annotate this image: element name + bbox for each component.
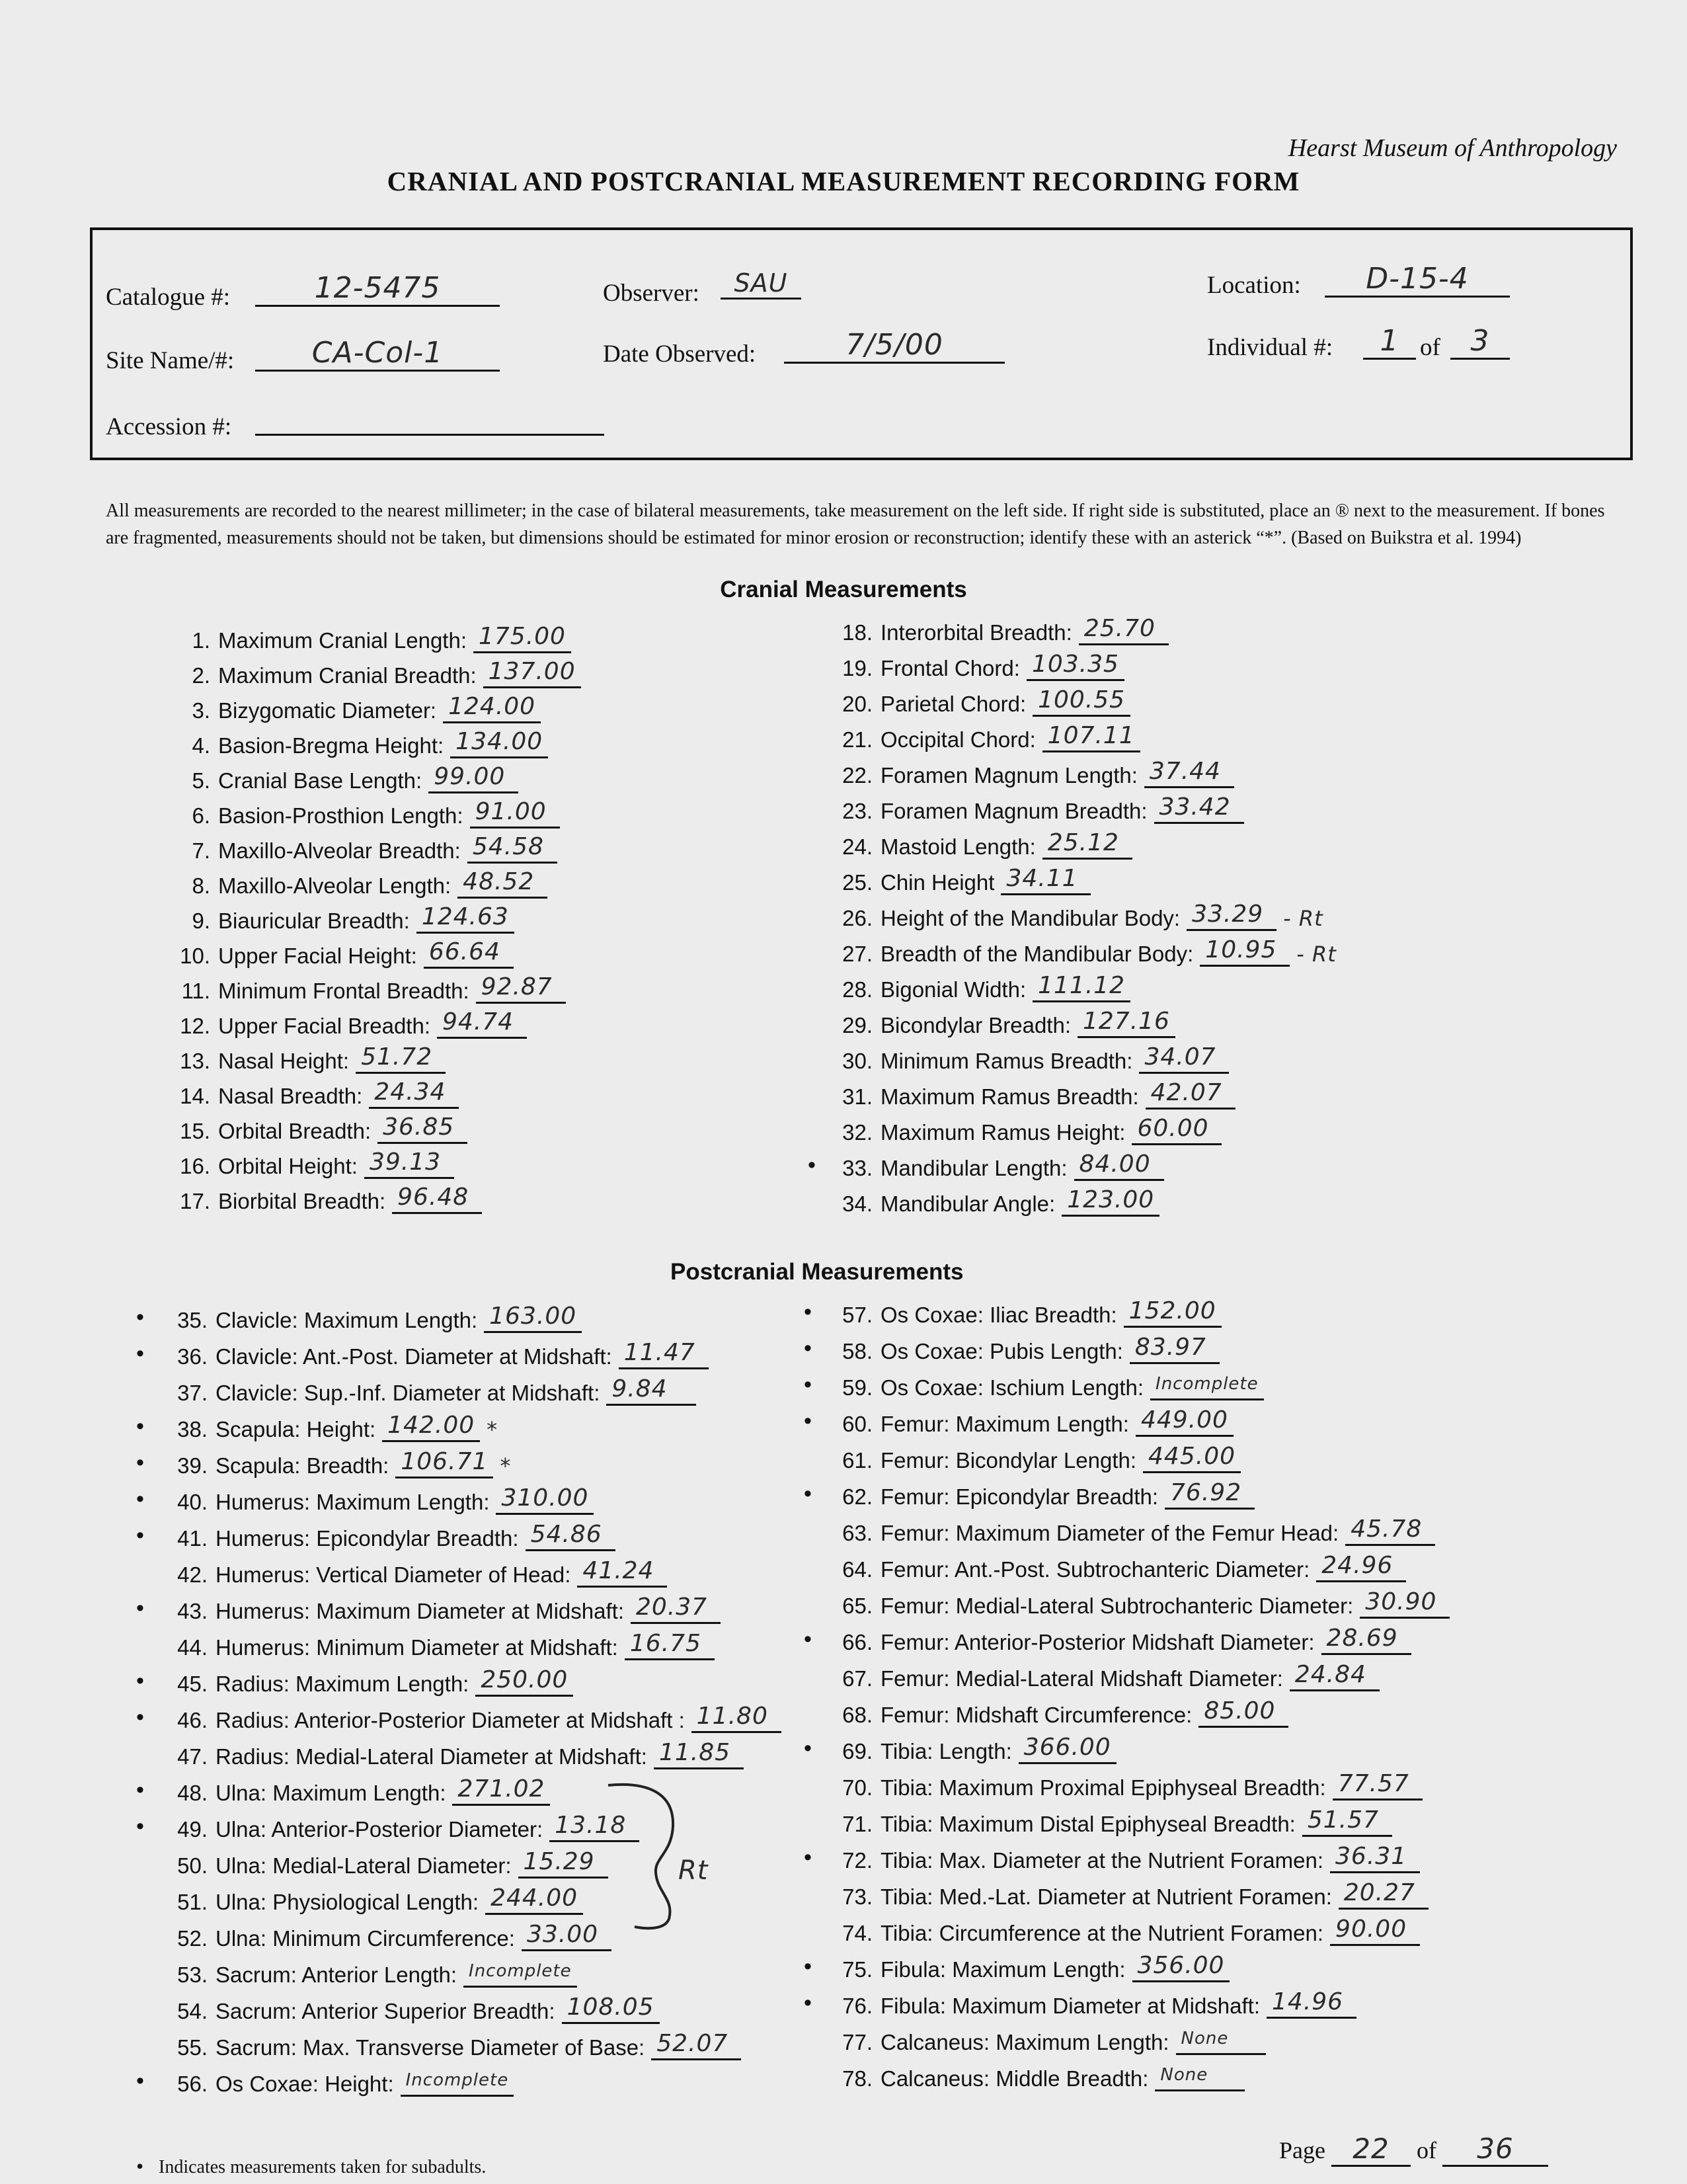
measurement-value[interactable]: 14.96 — [1267, 1989, 1356, 2019]
measurement-row: • 76. Fibula: Maximum Diameter at Midshaft: 14.96 — [817, 1986, 1356, 2019]
measurement-row: 50. Ulna: Medial-Lateral Diameter: 15.29 — [156, 1845, 608, 1879]
measurement-row: 68. Femur: Midshaft Circumference: 85.00 — [817, 1695, 1288, 1728]
measurement-row: 30. Minimum Ramus Breadth: 34.07 — [820, 1041, 1229, 1074]
subadult-bullet-icon: • — [136, 1596, 144, 1621]
subadult-bullet-icon: • — [804, 1954, 812, 1979]
measurement-row: 13. Nasal Height: 51.72 — [152, 1041, 446, 1074]
measurement-value[interactable]: 20.37 — [631, 1594, 721, 1624]
measurement-row: 25. Chin Height 34.11 — [820, 862, 1091, 895]
measurement-value[interactable]: Incomplete — [1150, 1371, 1264, 1400]
measurement-value[interactable]: 15.29 — [518, 1849, 608, 1879]
measurement-row: 10. Upper Facial Height: 66.64 — [152, 936, 514, 969]
subadult-bullet-icon: • — [804, 1845, 812, 1870]
measurement-value[interactable]: 41.24 — [577, 1558, 667, 1588]
measurement-row: 1. Maximum Cranial Length: 175.00 — [152, 620, 571, 653]
measurement-value[interactable]: 54.58 — [467, 834, 557, 864]
measurement-value[interactable]: 66.64 — [424, 939, 514, 969]
legend-note — [136, 2154, 487, 2178]
measurement-row: 15. Orbital Breadth: 36.85 — [152, 1111, 467, 1144]
measurement-value[interactable]: 42.07 — [1146, 1080, 1236, 1110]
measurement-value[interactable]: 10.95 — [1200, 937, 1290, 967]
measurement-value[interactable]: 134.00 — [450, 729, 548, 758]
measurement-row: 70. Tibia: Maximum Proximal Epiphyseal Breadth: 77.57 — [817, 1767, 1423, 1800]
measurement-value[interactable]: 11.47 — [619, 1340, 709, 1369]
measurement-row: • 43. Humerus: Maximum Diameter at Midshaft: 20.37 — [156, 1591, 721, 1624]
site-field[interactable]: CA-Col-1 — [255, 336, 500, 372]
measurement-value[interactable]: 16.75 — [625, 1631, 715, 1660]
measurement-value[interactable]: 34.07 — [1139, 1044, 1229, 1074]
measurement-value[interactable]: 20.27 — [1339, 1880, 1429, 1910]
measurement-row: • 56. Os Coxae: Height: Incomplete — [156, 2064, 514, 2097]
measurement-value[interactable]: Incomplete — [463, 1958, 577, 1988]
subadult-bullet-icon: • — [136, 2154, 144, 2178]
page-counter — [1279, 2132, 1548, 2167]
measurement-row: 65. Femur: Medial-Lateral Subtrochanteric Diameter: 30.90 — [817, 1586, 1450, 1619]
date-label: Date Observed: — [603, 341, 756, 368]
measurement-value[interactable]: 123.00 — [1062, 1187, 1159, 1217]
measurement-value[interactable]: 356.00 — [1132, 1953, 1230, 1982]
measurement-value[interactable]: 142.00 — [382, 1412, 480, 1442]
measurement-value[interactable]: 124.00 — [443, 694, 541, 723]
measurement-value[interactable]: 77.57 — [1333, 1771, 1423, 1800]
measurement-value[interactable]: 163.00 — [484, 1303, 582, 1333]
measurement-value[interactable]: 76.92 — [1165, 1480, 1255, 1510]
subadult-bullet-icon: • — [804, 1408, 812, 1434]
measurement-row: 64. Femur: Ant.-Post. Subtrochanteric Diameter: 24.96 — [817, 1549, 1406, 1582]
subadult-bullet-icon: • — [804, 1299, 812, 1324]
catalogue-label: Catalogue #: — [106, 284, 231, 311]
measurement-value[interactable]: 45.78 — [1345, 1516, 1435, 1546]
measurement-value[interactable]: 175.00 — [473, 624, 571, 653]
measurement-row: 16. Orbital Height: 39.13 — [152, 1146, 454, 1179]
measurement-row: • 72. Tibia: Max. Diameter at the Nutrient Foramen: 36.31 — [817, 1840, 1420, 1873]
measurement-row: 51. Ulna: Physiological Length: 244.00 — [156, 1882, 583, 1915]
measurement-value[interactable]: 36.31 — [1330, 1843, 1420, 1873]
observer-label: Observer: — [603, 280, 699, 307]
measurement-row: 19. Frontal Chord: 103.35 — [820, 648, 1124, 681]
measurement-value[interactable]: None — [1155, 2062, 1245, 2091]
measurement-row: • 69. Tibia: Length: 366.00 — [817, 1731, 1117, 1764]
measurement-value[interactable]: 127.16 — [1078, 1008, 1175, 1038]
measurement-value[interactable]: 99.00 — [428, 764, 518, 793]
measurement-value[interactable]: 33.42 — [1154, 794, 1244, 824]
subadult-bullet-icon: • — [804, 1627, 812, 1652]
measurement-value[interactable]: 100.55 — [1033, 687, 1130, 717]
measurement-value[interactable]: 34.11 — [1001, 866, 1091, 895]
measurement-value[interactable]: 85.00 — [1198, 1698, 1288, 1728]
side-note: - Rt — [1296, 942, 1337, 967]
measurement-row: 78. Calcaneus: Middle Breadth: None — [817, 2058, 1245, 2091]
measurement-row: 28. Bigonial Width: 111.12 — [820, 969, 1130, 1002]
measurement-row: 4. Basion-Bregma Height: 134.00 — [152, 725, 548, 758]
estimated-asterisk: * — [487, 1417, 498, 1442]
site-label: Site Name/#: — [106, 347, 235, 374]
subadult-bullet-icon: • — [136, 1414, 144, 1439]
measurement-value[interactable]: 28.69 — [1321, 1625, 1411, 1655]
measurement-row: • 75. Fibula: Maximum Length: 356.00 — [817, 1949, 1230, 1982]
measurement-value[interactable]: 84.00 — [1074, 1151, 1164, 1181]
subadult-bullet-icon: • — [136, 1705, 144, 1730]
measurement-value[interactable]: 39.13 — [364, 1149, 454, 1179]
measurement-value[interactable]: 13.18 — [549, 1812, 639, 1842]
measurement-value[interactable]: 36.85 — [377, 1114, 467, 1144]
measurement-value[interactable]: 24.96 — [1316, 1553, 1406, 1582]
measurement-row: 11. Minimum Frontal Breadth: 92.87 — [152, 971, 566, 1004]
measurement-row: 24. Mastoid Length: 25.12 — [820, 827, 1132, 860]
measurement-value[interactable]: 37.44 — [1144, 758, 1234, 788]
page-label: Page — [1279, 2137, 1325, 2164]
measurement-row: 3. Bizygomatic Diameter: 124.00 — [152, 690, 541, 723]
legend-text: Indicates measurements taken for subadults. — [159, 2157, 487, 2177]
measurement-value[interactable]: 111.12 — [1033, 973, 1130, 1002]
measurement-row: 53. Sacrum: Anterior Length: Incomplete — [156, 1955, 577, 1988]
measurement-value[interactable]: 250.00 — [475, 1667, 573, 1697]
measurement-value[interactable]: 25.70 — [1079, 616, 1169, 645]
individual-label: Individual #: — [1207, 334, 1333, 361]
measurement-row: • 36. Clavicle: Ant.-Post. Diameter at Midshaft: 11.47 — [156, 1336, 709, 1369]
individual-number-field[interactable]: 1 — [1363, 324, 1416, 360]
measurement-row: 26. Height of the Mandibular Body: 33.29 - Rt — [842, 901, 1323, 931]
measurement-row: • 41. Humerus: Epicondylar Breadth: 54.86 — [156, 1518, 615, 1551]
individual-of-label: of — [1420, 334, 1440, 361]
measurement-row: 55. Sacrum: Max. Transverse Diameter of Base: 52.07 — [156, 2027, 741, 2060]
measurement-row: 31. Maximum Ramus Breadth: 42.07 — [820, 1076, 1236, 1110]
accession-label: Accession #: — [106, 413, 232, 440]
measurement-value[interactable]: 366.00 — [1019, 1734, 1117, 1764]
measurement-row: 61. Femur: Bicondylar Length: 445.00 — [817, 1440, 1241, 1473]
measurement-value[interactable]: 449.00 — [1136, 1407, 1234, 1437]
measurement-value[interactable]: 152.00 — [1124, 1298, 1222, 1328]
measurement-row: 54. Sacrum: Anterior Superior Breadth: 108.05 — [156, 1991, 660, 2024]
subadult-bullet-icon: • — [804, 1736, 812, 1761]
measurement-row: 22. Foramen Magnum Length: 37.44 — [820, 755, 1234, 788]
catalogue-field[interactable]: 12-5475 — [255, 271, 500, 307]
form-title: CRANIAL AND POSTCRANIAL MEASUREMENT RECORDING FORM — [387, 166, 1300, 196]
measurement-value[interactable]: None — [1176, 2025, 1266, 2055]
measurement-value[interactable]: 90.00 — [1330, 1916, 1420, 1946]
measurement-value[interactable]: 33.29 — [1187, 901, 1276, 931]
measurement-row: 17. Biorbital Breadth: 96.48 — [152, 1181, 482, 1214]
measurement-row: • 48. Ulna: Maximum Length: 271.02 — [156, 1773, 550, 1806]
measurement-row: • 62. Femur: Epicondylar Breadth: 76.92 — [817, 1476, 1255, 1510]
subadult-bullet-icon: • — [136, 1341, 144, 1366]
location-field[interactable]: D-15-4 — [1325, 262, 1510, 298]
subadult-bullet-icon: • — [136, 2068, 144, 2093]
location-label: Location: — [1207, 272, 1301, 299]
subadult-bullet-icon: • — [804, 1372, 812, 1397]
instructions: All measurements are recorded to the nearest millimeter; in the case of bilateral measurements, take measurement on the left side. If right side is substituted, place an ® next to the measurement. If bones are fragmented, measurements should not be taken, but dimensions should be estimated for minor erosion or reconstruction; identify these with an asterick “*”. (Based on Buikstra et al. 1994) — [106, 501, 1605, 548]
measurement-row: 21. Occipital Chord: 107.11 — [820, 719, 1140, 752]
measurement-value[interactable]: 244.00 — [485, 1885, 583, 1915]
measurement-row: • 39. Scapula: Breadth: 106.71 * — [136, 1448, 512, 1478]
subadult-bullet-icon: • — [804, 1336, 812, 1361]
measurement-value[interactable]: 94.74 — [437, 1009, 527, 1039]
measurement-row: 73. Tibia: Med.-Lat. Diameter at Nutrient Foramen: 20.27 — [817, 1877, 1429, 1910]
measurement-value[interactable]: 24.84 — [1290, 1662, 1380, 1691]
measurement-value[interactable]: 11.85 — [654, 1740, 744, 1769]
measurement-row: • 57. Os Coxae: Iliac Breadth: 152.00 — [817, 1295, 1222, 1328]
measurement-row: 27. Breadth of the Mandibular Body: 10.95 - Rt — [842, 936, 1337, 967]
side-note: - Rt — [1283, 906, 1323, 931]
measurement-value[interactable]: 445.00 — [1143, 1443, 1241, 1473]
measurement-row: 32. Maximum Ramus Height: 60.00 — [820, 1112, 1222, 1145]
measurement-row: 71. Tibia: Maximum Distal Epiphyseal Breadth: 51.57 — [817, 1804, 1392, 1837]
measurement-row: • 45. Radius: Maximum Length: 250.00 — [156, 1664, 573, 1697]
measurement-row: 34. Mandibular Angle: 123.00 — [820, 1184, 1159, 1217]
measurement-value[interactable]: 310.00 — [496, 1485, 594, 1515]
measurement-row: 14. Nasal Breadth: 24.34 — [152, 1076, 459, 1109]
measurement-value[interactable]: 9.84 — [606, 1376, 696, 1406]
measurement-row: 2. Maximum Cranial Breadth: 137.00 — [152, 655, 581, 688]
subadult-bullet-icon: • — [136, 1305, 144, 1330]
measurement-value[interactable]: 54.86 — [526, 1521, 615, 1551]
measurement-row: 18. Interorbital Breadth: 25.70 — [820, 612, 1169, 645]
measurement-row: • 66. Femur: Anterior-Posterior Midshaft Diameter: 28.69 — [817, 1622, 1411, 1655]
measurement-value[interactable]: 52.07 — [651, 2031, 741, 2060]
subadult-bullet-icon: • — [804, 1990, 812, 2015]
measurement-value[interactable]: 92.87 — [476, 974, 566, 1004]
measurement-row: • 38. Scapula: Height: 142.00 * — [136, 1412, 498, 1442]
page-total-field[interactable]: 36 — [1442, 2132, 1548, 2167]
measurement-row: • 33. Mandibular Length: 84.00 — [820, 1148, 1164, 1181]
measurement-value[interactable]: 83.97 — [1130, 1334, 1220, 1364]
museum-name: Hearst Museum of Anthropology — [1288, 134, 1617, 162]
measurement-value[interactable]: 106.71 — [395, 1449, 493, 1478]
cranial-heading: Cranial Measurements — [720, 577, 967, 602]
measurement-row: 74. Tibia: Circumference at the Nutrient Foramen: 90.00 — [817, 1913, 1420, 1946]
measurement-value[interactable]: 107.11 — [1042, 723, 1140, 752]
measurement-row: 20. Parietal Chord: 100.55 — [820, 684, 1130, 717]
measurement-row: 63. Femur: Maximum Diameter of the Femur Head: 45.78 — [817, 1513, 1435, 1546]
subadult-bullet-icon: • — [136, 1777, 144, 1802]
postcranial-heading: Postcranial Measurements — [670, 1259, 964, 1285]
subadult-bullet-icon: • — [808, 1153, 816, 1178]
measurement-row: 7. Maxillo-Alveolar Breadth: 54.58 — [152, 830, 557, 864]
measurement-value[interactable]: 96.48 — [392, 1184, 482, 1214]
measurement-row: 44. Humerus: Minimum Diameter at Midshaft: 16.75 — [156, 1627, 715, 1660]
subadult-bullet-icon: • — [804, 1481, 812, 1506]
measurement-row: • 59. Os Coxae: Ischium Length: Incomplete — [817, 1367, 1264, 1400]
measurement-value[interactable]: 48.52 — [457, 869, 547, 899]
measurement-row: 42. Humerus: Vertical Diameter of Head: 41.24 — [156, 1555, 667, 1588]
measurement-row: 9. Biauricular Breadth: 124.63 — [152, 901, 514, 934]
measurement-row: 8. Maxillo-Alveolar Length: 48.52 — [152, 866, 547, 899]
measurement-value[interactable]: 11.80 — [691, 1703, 781, 1733]
measurement-value[interactable]: 30.90 — [1360, 1589, 1450, 1619]
measurement-row: 67. Femur: Medial-Lateral Midshaft Diameter: 24.84 — [817, 1658, 1380, 1691]
measurement-value[interactable]: 103.35 — [1027, 651, 1124, 681]
subadult-bullet-icon: • — [136, 1486, 144, 1512]
measurement-row: 6. Basion-Prosthion Length: 91.00 — [152, 795, 560, 829]
measurement-row: 77. Calcaneus: Maximum Length: None — [817, 2022, 1266, 2055]
subadult-bullet-icon: • — [136, 1814, 144, 1839]
measurement-value[interactable]: 108.05 — [562, 1994, 660, 2024]
accession-field[interactable] — [255, 405, 604, 436]
measurement-row: • 40. Humerus: Maximum Length: 310.00 — [156, 1482, 594, 1515]
measurement-row: 5. Cranial Base Length: 99.00 — [152, 760, 518, 793]
individual-total-field[interactable]: 3 — [1450, 324, 1510, 360]
measurement-value[interactable]: 51.72 — [356, 1044, 446, 1074]
measurement-value[interactable]: 271.02 — [452, 1776, 550, 1806]
date-field[interactable]: 7/5/00 — [784, 328, 1005, 364]
measurement-value[interactable]: 60.00 — [1132, 1115, 1222, 1145]
measurement-value[interactable]: 24.34 — [369, 1079, 459, 1109]
measurement-value[interactable]: 33.00 — [522, 1921, 611, 1951]
ulna-side-note: Rt — [678, 1855, 709, 1886]
measurement-value[interactable]: 91.00 — [470, 799, 560, 829]
measurement-row: 52. Ulna: Minimum Circumference: 33.00 — [156, 1918, 611, 1951]
measurement-row: 29. Bicondylar Breadth: 127.16 — [820, 1005, 1175, 1038]
measurement-row: • 35. Clavicle: Maximum Length: 163.00 — [156, 1300, 582, 1333]
subadult-bullet-icon: • — [136, 1450, 144, 1475]
measurement-value[interactable]: 124.63 — [416, 904, 514, 934]
measurement-row: 23. Foramen Magnum Breadth: 33.42 — [820, 791, 1244, 824]
measurement-value[interactable]: Incomplete — [401, 2067, 514, 2097]
measurement-row: • 58. Os Coxae: Pubis Length: 83.97 — [817, 1331, 1220, 1364]
measurement-value[interactable]: 137.00 — [483, 659, 581, 688]
estimated-asterisk: * — [500, 1453, 512, 1478]
measurement-row: 37. Clavicle: Sup.-Inf. Diameter at Midshaft: 9.84 — [156, 1373, 696, 1406]
observer-field[interactable]: SAU — [721, 268, 801, 300]
measurement-row: • 60. Femur: Maximum Length: 449.00 — [817, 1404, 1234, 1437]
subadult-bullet-icon: • — [136, 1523, 144, 1548]
measurement-row: 12. Upper Facial Breadth: 94.74 — [152, 1006, 527, 1039]
measurement-value[interactable]: 25.12 — [1042, 830, 1132, 860]
page-of-label: of — [1417, 2137, 1436, 2164]
measurement-value[interactable]: 51.57 — [1302, 1807, 1392, 1837]
subadult-bullet-icon: • — [136, 1668, 144, 1693]
measurement-row: 47. Radius: Medial-Lateral Diameter at Midshaft: 11.85 — [156, 1736, 744, 1769]
measurement-row: • 49. Ulna: Anterior-Posterior Diameter: 13.18 — [156, 1809, 639, 1842]
page-number-field[interactable]: 22 — [1331, 2132, 1411, 2167]
measurement-row: • 46. Radius: Anterior-Posterior Diameter at Midshaft : 11.80 — [156, 1700, 781, 1733]
